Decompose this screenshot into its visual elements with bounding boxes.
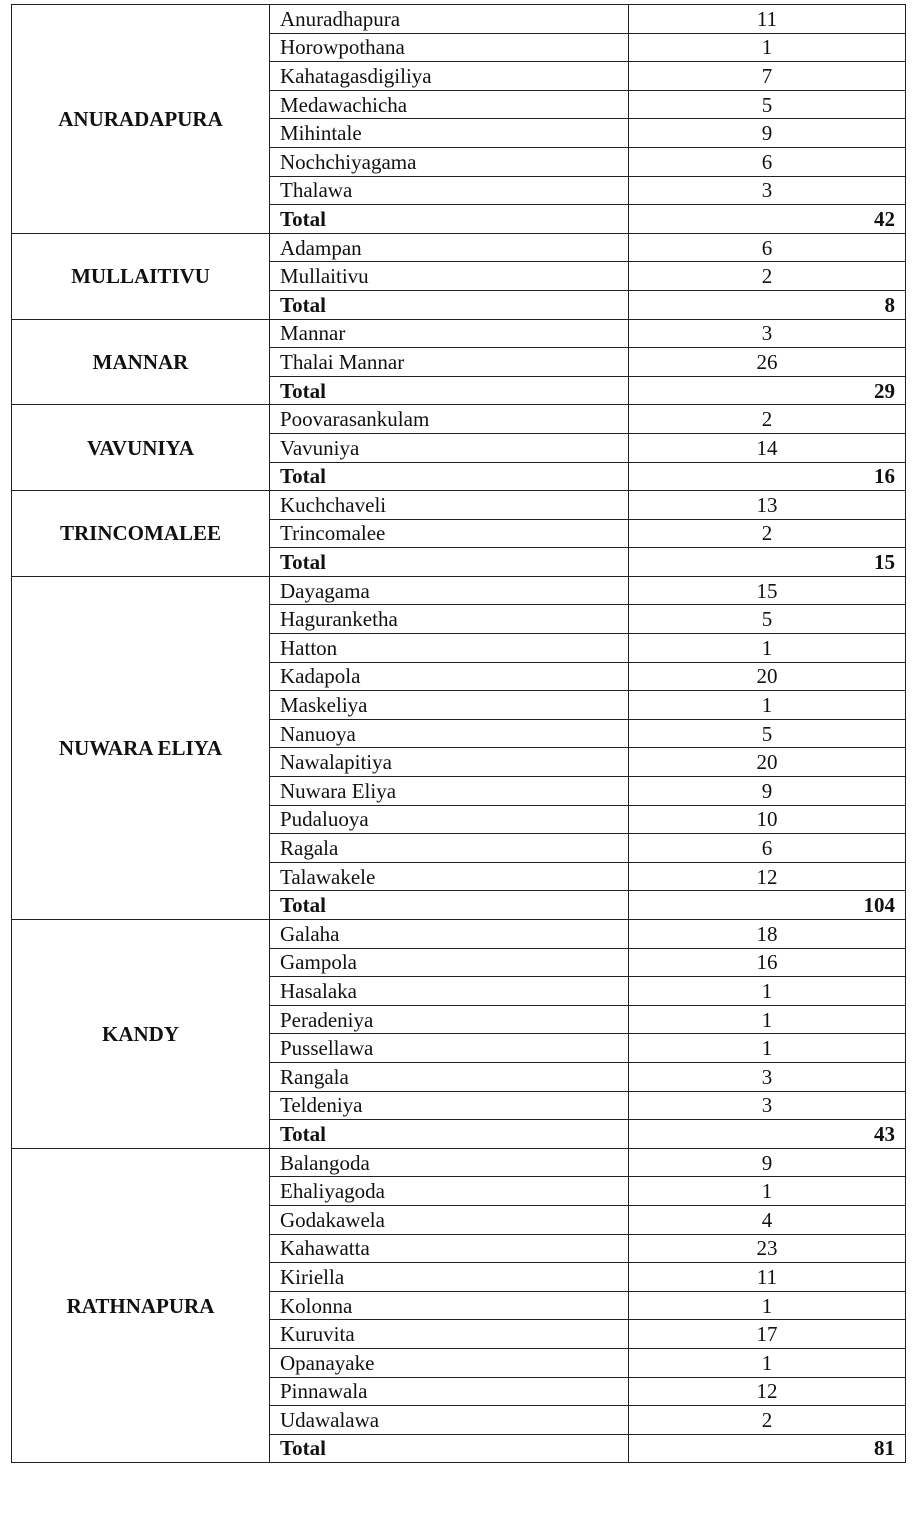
- area-name-cell: Mannar: [270, 319, 629, 348]
- area-count-cell: 18: [629, 920, 906, 949]
- area-count-cell: 23: [629, 1234, 906, 1263]
- table-row: [12, 233, 906, 262]
- area-count-cell: 16: [629, 948, 906, 977]
- area-count-cell: 17: [629, 1320, 906, 1349]
- total-value-cell: 29: [629, 376, 906, 405]
- district-name-cell: KANDY: [12, 920, 270, 1149]
- area-count-cell: 9: [629, 119, 906, 148]
- area-name-cell: Pussellawa: [270, 1034, 629, 1063]
- area-count-cell: 6: [629, 147, 906, 176]
- table-body: [12, 5, 906, 1463]
- area-name-cell: Mullaitivu: [270, 262, 629, 291]
- district-name-cell: RATHNAPURA: [12, 1148, 270, 1463]
- area-count-cell: 20: [629, 662, 906, 691]
- area-name-cell: Medawachicha: [270, 90, 629, 119]
- total-label-cell: Total: [270, 205, 629, 234]
- total-label-cell: Total: [270, 376, 629, 405]
- area-count-cell: 1: [629, 1348, 906, 1377]
- district-name-cell: MULLAITIVU: [12, 233, 270, 319]
- total-value-cell: 16: [629, 462, 906, 491]
- total-value-cell: 8: [629, 290, 906, 319]
- area-name-cell: Opanayake: [270, 1348, 629, 1377]
- area-name-cell: Gampola: [270, 948, 629, 977]
- area-name-cell: Teldeniya: [270, 1091, 629, 1120]
- table-row: [12, 576, 906, 605]
- area-count-cell: 3: [629, 1091, 906, 1120]
- area-count-cell: 1: [629, 1291, 906, 1320]
- area-name-cell: Nuwara Eliya: [270, 777, 629, 806]
- area-count-cell: 10: [629, 805, 906, 834]
- total-label-cell: Total: [270, 1434, 629, 1463]
- area-count-cell: 1: [629, 1177, 906, 1206]
- area-count-cell: 3: [629, 319, 906, 348]
- area-name-cell: Kuchchaveli: [270, 491, 629, 520]
- table-row: [12, 920, 906, 949]
- area-name-cell: Kuruvita: [270, 1320, 629, 1349]
- total-value-cell: 43: [629, 1120, 906, 1149]
- area-name-cell: Poovarasankulam: [270, 405, 629, 434]
- total-label-cell: Total: [270, 290, 629, 319]
- area-count-cell: 12: [629, 862, 906, 891]
- area-name-cell: Kahatagasdigiliya: [270, 62, 629, 91]
- area-count-cell: 1: [629, 634, 906, 663]
- district-name-cell: MANNAR: [12, 319, 270, 405]
- area-count-cell: 7: [629, 62, 906, 91]
- area-count-cell: 11: [629, 1263, 906, 1292]
- area-name-cell: Kolonna: [270, 1291, 629, 1320]
- area-name-cell: Horowpothana: [270, 33, 629, 62]
- area-count-cell: 4: [629, 1205, 906, 1234]
- area-name-cell: Kadapola: [270, 662, 629, 691]
- area-name-cell: Godakawela: [270, 1205, 629, 1234]
- area-count-cell: 3: [629, 176, 906, 205]
- total-value-cell: 15: [629, 548, 906, 577]
- table-row: [12, 405, 906, 434]
- table-row: [12, 5, 906, 34]
- area-name-cell: Mihintale: [270, 119, 629, 148]
- area-name-cell: Thalawa: [270, 176, 629, 205]
- total-label-cell: Total: [270, 462, 629, 491]
- table-row: [12, 319, 906, 348]
- area-count-cell: 14: [629, 433, 906, 462]
- area-count-cell: 9: [629, 1148, 906, 1177]
- district-name-cell: TRINCOMALEE: [12, 491, 270, 577]
- area-name-cell: Pudaluoya: [270, 805, 629, 834]
- area-name-cell: Nawalapitiya: [270, 748, 629, 777]
- area-count-cell: 13: [629, 491, 906, 520]
- total-label-cell: Total: [270, 1120, 629, 1149]
- total-value-cell: 104: [629, 891, 906, 920]
- area-name-cell: Trincomalee: [270, 519, 629, 548]
- area-count-cell: 1: [629, 33, 906, 62]
- area-count-cell: 5: [629, 605, 906, 634]
- area-count-cell: 5: [629, 719, 906, 748]
- area-count-cell: 1: [629, 977, 906, 1006]
- area-name-cell: Anuradhapura: [270, 5, 629, 34]
- area-name-cell: Hatton: [270, 634, 629, 663]
- area-name-cell: Peradeniya: [270, 1005, 629, 1034]
- area-name-cell: Kiriella: [270, 1263, 629, 1292]
- total-value-cell: 42: [629, 205, 906, 234]
- area-count-cell: 2: [629, 519, 906, 548]
- total-label-cell: Total: [270, 548, 629, 577]
- area-name-cell: Nanuoya: [270, 719, 629, 748]
- area-name-cell: Talawakele: [270, 862, 629, 891]
- area-name-cell: Udawalawa: [270, 1406, 629, 1435]
- area-count-cell: 1: [629, 691, 906, 720]
- area-count-cell: 3: [629, 1062, 906, 1091]
- area-name-cell: Kahawatta: [270, 1234, 629, 1263]
- area-name-cell: Rangala: [270, 1062, 629, 1091]
- table-row: [12, 1148, 906, 1177]
- area-count-cell: 1: [629, 1005, 906, 1034]
- area-count-cell: 2: [629, 262, 906, 291]
- area-count-cell: 6: [629, 233, 906, 262]
- area-name-cell: Pinnawala: [270, 1377, 629, 1406]
- area-name-cell: Balangoda: [270, 1148, 629, 1177]
- district-area-table: [11, 4, 906, 1463]
- area-count-cell: 26: [629, 348, 906, 377]
- area-count-cell: 2: [629, 405, 906, 434]
- area-count-cell: 6: [629, 834, 906, 863]
- district-name-cell: NUWARA ELIYA: [12, 576, 270, 919]
- table-row: [12, 491, 906, 520]
- district-name-cell: ANURADAPURA: [12, 5, 270, 234]
- area-name-cell: Ragala: [270, 834, 629, 863]
- area-name-cell: Thalai Mannar: [270, 348, 629, 377]
- area-count-cell: 9: [629, 777, 906, 806]
- area-count-cell: 1: [629, 1034, 906, 1063]
- area-name-cell: Galaha: [270, 920, 629, 949]
- total-label-cell: Total: [270, 891, 629, 920]
- district-name-cell: VAVUNIYA: [12, 405, 270, 491]
- area-count-cell: 5: [629, 90, 906, 119]
- area-name-cell: Haguranketha: [270, 605, 629, 634]
- area-name-cell: Nochchiyagama: [270, 147, 629, 176]
- area-name-cell: Vavuniya: [270, 433, 629, 462]
- area-count-cell: 2: [629, 1406, 906, 1435]
- area-count-cell: 11: [629, 5, 906, 34]
- area-count-cell: 15: [629, 576, 906, 605]
- area-name-cell: Dayagama: [270, 576, 629, 605]
- area-count-cell: 20: [629, 748, 906, 777]
- area-name-cell: Hasalaka: [270, 977, 629, 1006]
- area-name-cell: Maskeliya: [270, 691, 629, 720]
- area-count-cell: 12: [629, 1377, 906, 1406]
- area-name-cell: Ehaliyagoda: [270, 1177, 629, 1206]
- area-name-cell: Adampan: [270, 233, 629, 262]
- total-value-cell: 81: [629, 1434, 906, 1463]
